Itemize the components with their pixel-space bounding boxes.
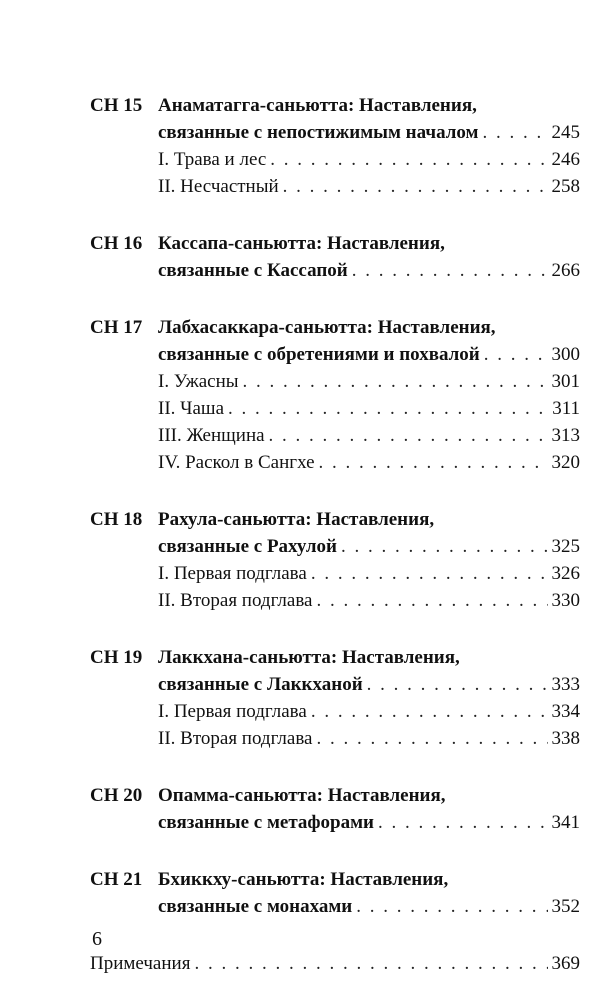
notes-label: Примечания: [90, 953, 191, 974]
toc-section-heading: [90, 314, 580, 341]
toc-section-heading: [90, 782, 580, 809]
dot-leader: [479, 119, 549, 146]
toc-section-heading: [90, 230, 580, 257]
page-ref: 338: [551, 728, 580, 749]
subentry-label: II. Несчастный: [158, 176, 279, 197]
page-ref: 330: [551, 590, 580, 611]
section-title: Бхиккху-саньютта: Наставления,: [158, 869, 449, 890]
page-ref: 266: [551, 260, 580, 281]
section-subtitle: связанные с Рахулой: [158, 536, 337, 557]
page-ref: 334: [551, 701, 580, 722]
toc-section-heading: [90, 506, 580, 533]
section-code: СН 18: [90, 509, 143, 530]
section-subtitle: связанные с обретениями и похвалой: [158, 344, 480, 365]
section-code: СН 20: [90, 785, 143, 806]
toc-entry[interactable]: [90, 119, 580, 146]
page-ref: 313: [551, 425, 580, 446]
dot-leader: [352, 893, 548, 920]
page-ref: 326: [551, 563, 580, 584]
subentry-label: I. Первая подглава: [158, 701, 307, 722]
toc-entry[interactable]: [90, 341, 580, 368]
subentry-label: II. Вторая подглава: [158, 728, 313, 749]
toc-section-heading: [90, 92, 580, 119]
section-subtitle: связанные с Кассапой: [158, 260, 348, 281]
dot-leader: [190, 950, 548, 977]
dot-leader: [348, 257, 548, 284]
toc-subentry[interactable]: [90, 395, 580, 422]
section-title: Опамма-саньютта: Наставления,: [158, 785, 446, 806]
section-title: Лабхасаккара-саньютта: Наставления,: [158, 317, 496, 338]
toc-entry-notes[interactable]: [90, 950, 580, 977]
section-title: Лаккхана-саньютта: Наставления,: [158, 647, 460, 668]
page-ref: 320: [551, 452, 580, 473]
section-code: СН 21: [90, 869, 143, 890]
subentry-label: II. Вторая подглава: [158, 590, 313, 611]
toc-section: [90, 92, 580, 200]
toc-entry[interactable]: [90, 893, 580, 920]
table-of-contents: [90, 92, 580, 1007]
section-code: СН 16: [90, 233, 143, 254]
section-subtitle: связанные с Лаккханой: [158, 674, 363, 695]
section-subtitle: связанные с монахами: [158, 896, 353, 917]
page-ref: 301: [551, 371, 580, 392]
dot-leader: [337, 533, 548, 560]
section-code: СН 17: [90, 317, 143, 338]
toc-entry[interactable]: [90, 533, 580, 560]
section-subtitle: связанные с метафорами: [158, 812, 374, 833]
page-ref: 341: [551, 812, 580, 833]
toc-entry[interactable]: [90, 671, 580, 698]
section-code: СН 19: [90, 647, 143, 668]
subentry-label: III. Женщина: [158, 425, 265, 446]
section-title: Кассапа-саньютта: Наставления,: [158, 233, 445, 254]
dot-leader: [313, 725, 549, 752]
toc-subentry[interactable]: [90, 368, 580, 395]
toc-section: [90, 644, 580, 752]
dot-leader: [224, 395, 548, 422]
section-title: Анаматагга-саньютта: Наставления,: [158, 95, 477, 116]
dot-leader: [363, 671, 548, 698]
toc-section-heading: [90, 644, 580, 671]
dot-leader: [265, 422, 548, 449]
dot-leader: [480, 341, 548, 368]
page-ref: 333: [551, 674, 580, 695]
page-ref: 325: [551, 536, 580, 557]
toc-subentry[interactable]: [90, 422, 580, 449]
toc-section: [90, 506, 580, 614]
toc-notes: [90, 950, 580, 977]
page-ref: 258: [551, 176, 580, 197]
toc-section-heading: [90, 866, 580, 893]
dot-leader: [315, 449, 548, 476]
toc-section: [90, 782, 580, 836]
subentry-label: IV. Раскол в Сангхе: [158, 452, 315, 473]
page-ref: 311: [552, 398, 580, 419]
section-code: СН 15: [90, 95, 143, 116]
page-ref: 246: [551, 149, 580, 170]
subentry-label: I. Ужасны: [158, 371, 239, 392]
page-ref: 352: [551, 896, 580, 917]
toc-subentry[interactable]: [90, 698, 580, 725]
toc-subentry[interactable]: [90, 173, 580, 200]
toc-subentry[interactable]: [90, 146, 580, 173]
dot-leader: [266, 146, 548, 173]
dot-leader: [307, 560, 548, 587]
dot-leader: [374, 809, 548, 836]
page-ref: 245: [551, 122, 580, 143]
dot-leader: [279, 173, 548, 200]
section-subtitle: связанные с непостижимым началом: [158, 122, 479, 143]
toc-entry[interactable]: [90, 809, 580, 836]
toc-section: [90, 314, 580, 476]
dot-leader: [307, 698, 548, 725]
toc-subentry[interactable]: [90, 449, 580, 476]
toc-entry[interactable]: [90, 257, 580, 284]
subentry-label: I. Трава и лес: [158, 149, 267, 170]
subentry-label: I. Первая подглава: [158, 563, 307, 584]
page-number: 6: [92, 928, 102, 950]
page-ref: 369: [551, 953, 580, 974]
section-title: Рахула-саньютта: Наставления,: [158, 509, 435, 530]
dot-leader: [313, 587, 549, 614]
subentry-label: II. Чаша: [158, 398, 224, 419]
toc-section: [90, 230, 580, 284]
toc-subentry[interactable]: [90, 725, 580, 752]
page-ref: 300: [551, 344, 580, 365]
toc-subentry[interactable]: [90, 560, 580, 587]
dot-leader: [239, 368, 548, 395]
toc-section: [90, 866, 580, 920]
toc-subentry[interactable]: [90, 587, 580, 614]
